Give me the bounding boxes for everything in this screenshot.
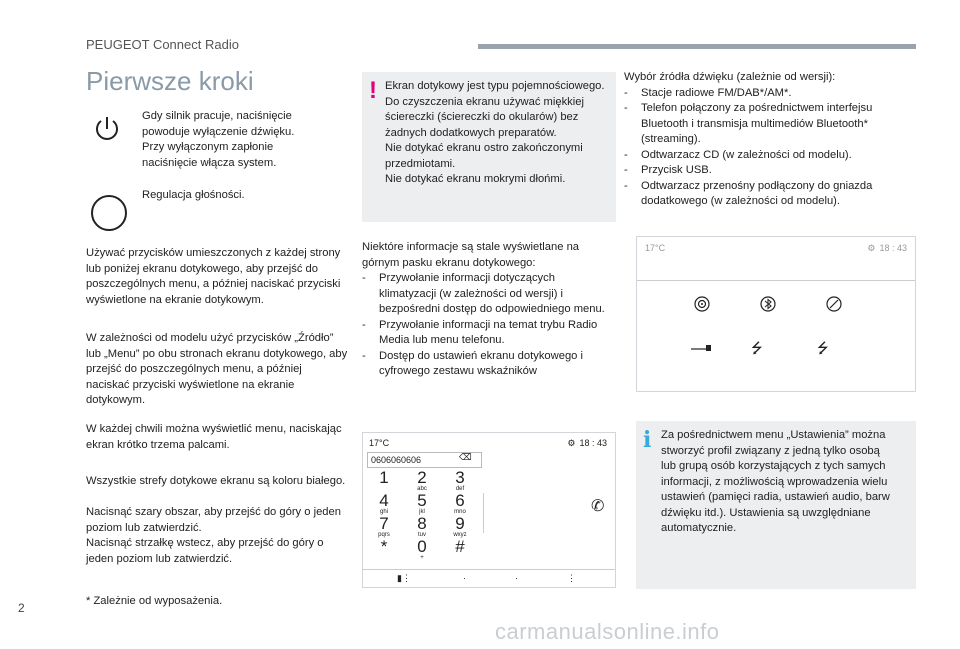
keypad-letters: ghi — [379, 509, 388, 515]
dot-icon: · — [463, 573, 466, 583]
phone-temp: 17°C — [369, 438, 390, 448]
list-item: - Odtwarzacz CD (w zależności od modelu). — [624, 148, 914, 164]
col3-intro: Wybór źródła dźwięku (zależnie od wersji): — [624, 71, 836, 83]
keypad-key[interactable] — [405, 470, 439, 492]
keypad-digit: 3 — [455, 468, 465, 487]
warning-icon: ! — [369, 77, 377, 104]
list-item: - Przywołanie informacji dotyczących klimatyzacji (w zależności od wersji) i bezpośredni dostęp do odpowiedniego menu. — [362, 271, 612, 318]
list-item: - Odtwarzacz przenośny podłączony do gniazda dodatkowego (w zależności od modelu). — [624, 179, 914, 210]
warning-text — [385, 79, 609, 188]
list-item: - Dostęp do ustawień ekranu dotykowego i cyfrowego zestawu wskaźników — [362, 349, 612, 380]
keypad-key[interactable] — [367, 470, 401, 492]
warning-line: Ekran dotykowy jest typu pojemnościowego. — [385, 80, 605, 92]
list-item: - Przywołanie informacji na temat trybu Radio Media lub menu telefonu. — [362, 318, 612, 349]
keypad-digit: 9 — [455, 514, 465, 533]
keypad-letters: mno — [454, 509, 466, 515]
warning-line: Nie dotykać ekranu mokrymi dłońmi. — [385, 173, 566, 185]
keypad-digit: 0 — [417, 537, 427, 556]
col1-p3: W każdej chwili można wyświetlić menu, naciskając ekran krótko trzema palcami. — [86, 423, 342, 451]
list-item: - Telefon połączony za pośrednictwem interfejsu Bluetooth i transmisja multimediów Bluetooth* (streaming). — [624, 101, 914, 148]
info-icon: i — [643, 427, 652, 453]
volume-text: Regulacja głośności. — [142, 189, 245, 201]
col2-text — [362, 240, 612, 380]
keypad-key[interactable] — [367, 516, 401, 538]
sources-time-value: 18 : 43 — [879, 243, 907, 253]
keypad-letters: jkl — [419, 509, 425, 515]
col2-intro: Niektóre informacje są stale wyświetlane na górnym pasku ekranu dotykowego: — [362, 241, 580, 269]
keypad-letters: abc — [417, 486, 427, 492]
keypad-key[interactable] — [443, 539, 477, 561]
keypad-letters: def — [455, 486, 465, 492]
col1-p2: W zależności od modelu użyć przycisków „Źródło” lub „Menu” po obu stronach ekranu dotykowego, aby przejść do poszczególnych menu, a później naciskać przyciski wyświetlone na ekranie dotykowym. — [86, 332, 348, 406]
keypad-letters: + — [420, 555, 424, 561]
divider — [483, 493, 484, 533]
col1-p1: Używać przycisków umieszczonych z każdej strony lub poniżej ekranu dotykowego, aby przejść do poszczególnych menu, a później naciskać przyciski wyświetlone na ekranie dotykowym. — [86, 247, 341, 306]
phone-bottom-bar — [363, 569, 615, 589]
bluetooth-icon[interactable] — [759, 295, 777, 313]
phone-list-icon[interactable]: ▮⋮ — [397, 573, 411, 583]
col3-text — [624, 70, 914, 210]
keypad-key[interactable] — [405, 493, 439, 515]
info-text: Za pośrednictwem menu „Ustawienia” można stworzyć profil związany z jedną tylko osobą lub grupą osób korzystających z tych samych informacji, z możliwością wprowadzenia wielu ustawień (pamięci radia, ustawień audio, barw dźwięku itd.). Ustawienia są uwzględniane automatycznie. — [661, 429, 890, 534]
dot-icon: · — [515, 573, 518, 583]
list-item: - Przycisk USB. — [624, 163, 914, 179]
usb-icon[interactable]: ⭍ — [751, 340, 763, 356]
header-bar — [478, 44, 916, 49]
power-text: Gdy silnik pracuje, naciśnięcie powoduje wyłączenie dźwięku. Przy wyłączonym zapłonie naciśnięcie włącza system. — [142, 110, 295, 169]
keypad-key[interactable] — [405, 539, 439, 561]
col1-p6: Nacisnąć strzałkę wstecz, aby przejść do góry o jeden poziom lub zatwierdzić. — [86, 537, 324, 565]
keypad-digit: 5 — [417, 491, 427, 510]
settings-icon: ⚙ — [567, 438, 576, 448]
keypad-digit: 2 — [417, 468, 427, 487]
keypad-digit: 8 — [417, 514, 427, 533]
keypad-letters: tuv — [417, 532, 426, 538]
knob-icon — [89, 193, 129, 233]
phone-number-field[interactable]: 0606060606 — [367, 452, 482, 468]
header-brand: PEUGEOT Connect Radio — [86, 37, 239, 52]
page-title: Pierwsze kroki — [86, 66, 254, 96]
keypad-digit: 7 — [379, 514, 389, 533]
keypad-digit: 1 — [379, 468, 389, 487]
footnote: * Zależnie od wyposażenia. — [86, 595, 223, 607]
sources-screen — [636, 236, 916, 392]
keypad-key[interactable] — [443, 493, 477, 515]
phone-time — [567, 438, 607, 449]
sources-divider — [637, 280, 915, 281]
backspace-icon[interactable]: ⌫ — [459, 452, 472, 462]
aux-icon[interactable] — [689, 341, 713, 353]
keypad-key[interactable] — [443, 470, 477, 492]
warning-line: Do czyszczenia ekranu używać miękkiej ściereczki (ściereczki do okularów) bez żadnych dodatkowych preparatów. — [385, 95, 584, 139]
keypad — [367, 470, 479, 560]
call-icon[interactable]: ✆ — [591, 498, 605, 515]
keypad-letters: pqrs — [378, 532, 390, 538]
watermark: carmanualsonline.info — [495, 619, 720, 644]
phone-screen — [362, 432, 616, 588]
keypad-digit: * — [380, 537, 388, 556]
keypad-digit: 4 — [379, 491, 389, 510]
power-icon — [92, 114, 122, 144]
more-icon[interactable]: ⋮ — [567, 573, 576, 583]
usb-icon[interactable]: ⭍ — [817, 340, 829, 356]
cd-icon[interactable] — [825, 295, 843, 313]
sources-time — [867, 243, 907, 254]
phone-time-value: 18 : 43 — [579, 438, 607, 448]
settings-icon: ⚙ — [867, 243, 876, 253]
keypad-key[interactable] — [443, 516, 477, 538]
keypad-key[interactable] — [405, 516, 439, 538]
keypad-key[interactable] — [367, 493, 401, 515]
page-number: 2 — [18, 601, 25, 615]
keypad-digit: 6 — [455, 491, 465, 510]
col1-p4: Wszystkie strefy dotykowe ekranu są koloru białego. — [86, 475, 346, 487]
keypad-digit: # — [455, 537, 465, 556]
col1-p5: Nacisnąć szary obszar, aby przejść do góry o jeden poziom lub zatwierdzić. — [86, 506, 341, 534]
sources-temp: 17°C — [645, 243, 666, 253]
radio-icon[interactable] — [693, 295, 711, 313]
keypad-letters: wxyz — [453, 532, 467, 538]
keypad-key[interactable] — [367, 539, 401, 561]
warning-line: Nie dotykać ekranu ostro zakończonymi przedmiotami. — [385, 142, 583, 170]
list-item: - Stacje radiowe FM/DAB*/AM*. — [624, 86, 914, 102]
